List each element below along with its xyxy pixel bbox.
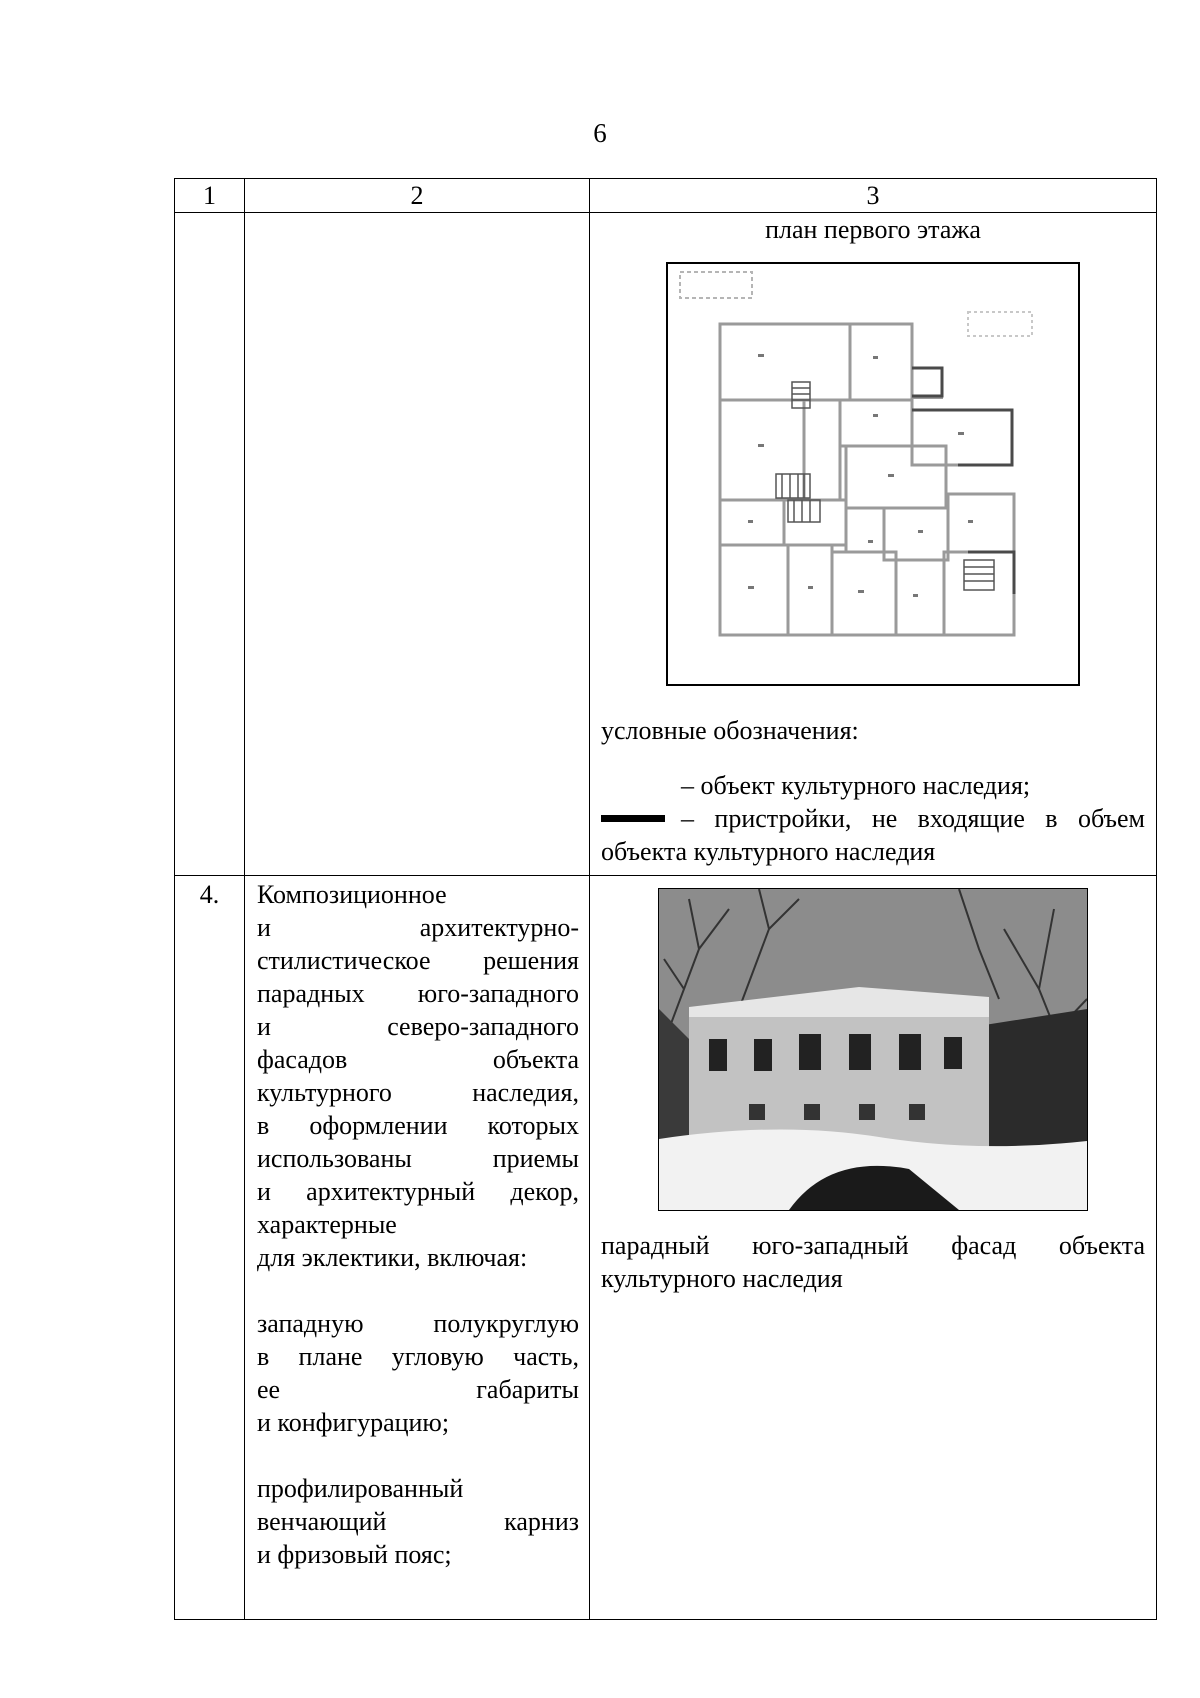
desc-line: характерные [257, 1210, 397, 1239]
table-row-plan [175, 213, 1157, 876]
item1-line: и конфигурацию; [257, 1408, 450, 1437]
desc-line: парадных юго-западного [257, 979, 579, 1008]
header-col-2: 2 [245, 179, 590, 213]
row-plan-desc-cell [245, 213, 590, 876]
row-4-description [245, 876, 590, 1620]
item2-line: венчающий карниз [257, 1507, 579, 1536]
photo-caption [601, 1229, 1145, 1295]
plan-caption: план первого этажа [765, 215, 981, 244]
photo-caption-line-1: парадный юго-западный фасад объекта [601, 1231, 1145, 1260]
row-4-image-cell [590, 876, 1157, 1620]
legend-item-annex-label: – пристройки, не входящие в объем [681, 804, 1145, 833]
item1-line: в плане угловую часть, [257, 1342, 579, 1371]
floor-plan-image [666, 262, 1080, 686]
row-plan-image-cell [590, 213, 1157, 876]
item1-line: западную полукруглую [257, 1309, 579, 1338]
facade-photo [658, 888, 1088, 1211]
header-col-3: 3 [590, 179, 1157, 213]
item2-line: и фризовый пояс; [257, 1540, 452, 1569]
item1-line: ее габариты [257, 1375, 579, 1404]
legend-item-heritage [601, 769, 1145, 802]
table-row-4 [175, 876, 1157, 1620]
desc-line: культурного наследия, [257, 1078, 579, 1107]
legend-item-heritage-label: – объект культурного наследия; [681, 771, 1031, 800]
desc-line: в оформлении которых [257, 1111, 579, 1140]
legend-item-annex [601, 802, 1145, 835]
table-header-row [175, 179, 1157, 213]
desc-line: Композиционное [257, 880, 447, 909]
photo-caption-line-2: культурного наследия [601, 1264, 843, 1293]
desc-line: для эклектики, включая: [257, 1243, 528, 1272]
legend [601, 769, 1145, 868]
desc-line: использованы приемы [257, 1144, 579, 1173]
page-number: 6 [593, 118, 607, 148]
desc-line: и северо-западного [257, 1012, 579, 1041]
header-col-1: 1 [175, 179, 245, 213]
desc-line: и архитектурно- [257, 913, 579, 942]
legend-thick-line-icon [601, 815, 665, 822]
desc-line: и архитектурный декор, [257, 1177, 579, 1206]
heritage-table [174, 178, 1157, 1620]
row-plan-number-cell [175, 213, 245, 876]
legend-item-annex-label-cont: объекта культурного наследия [601, 837, 936, 866]
item2-line: профилированный [257, 1474, 464, 1503]
floor-plan-drawing [668, 264, 1078, 684]
row-4-number: 4. [175, 876, 245, 1620]
desc-line: стилистическое решения [257, 946, 579, 975]
desc-line: фасадов объекта [257, 1045, 579, 1074]
legend-title: условные обозначения: [601, 716, 859, 745]
